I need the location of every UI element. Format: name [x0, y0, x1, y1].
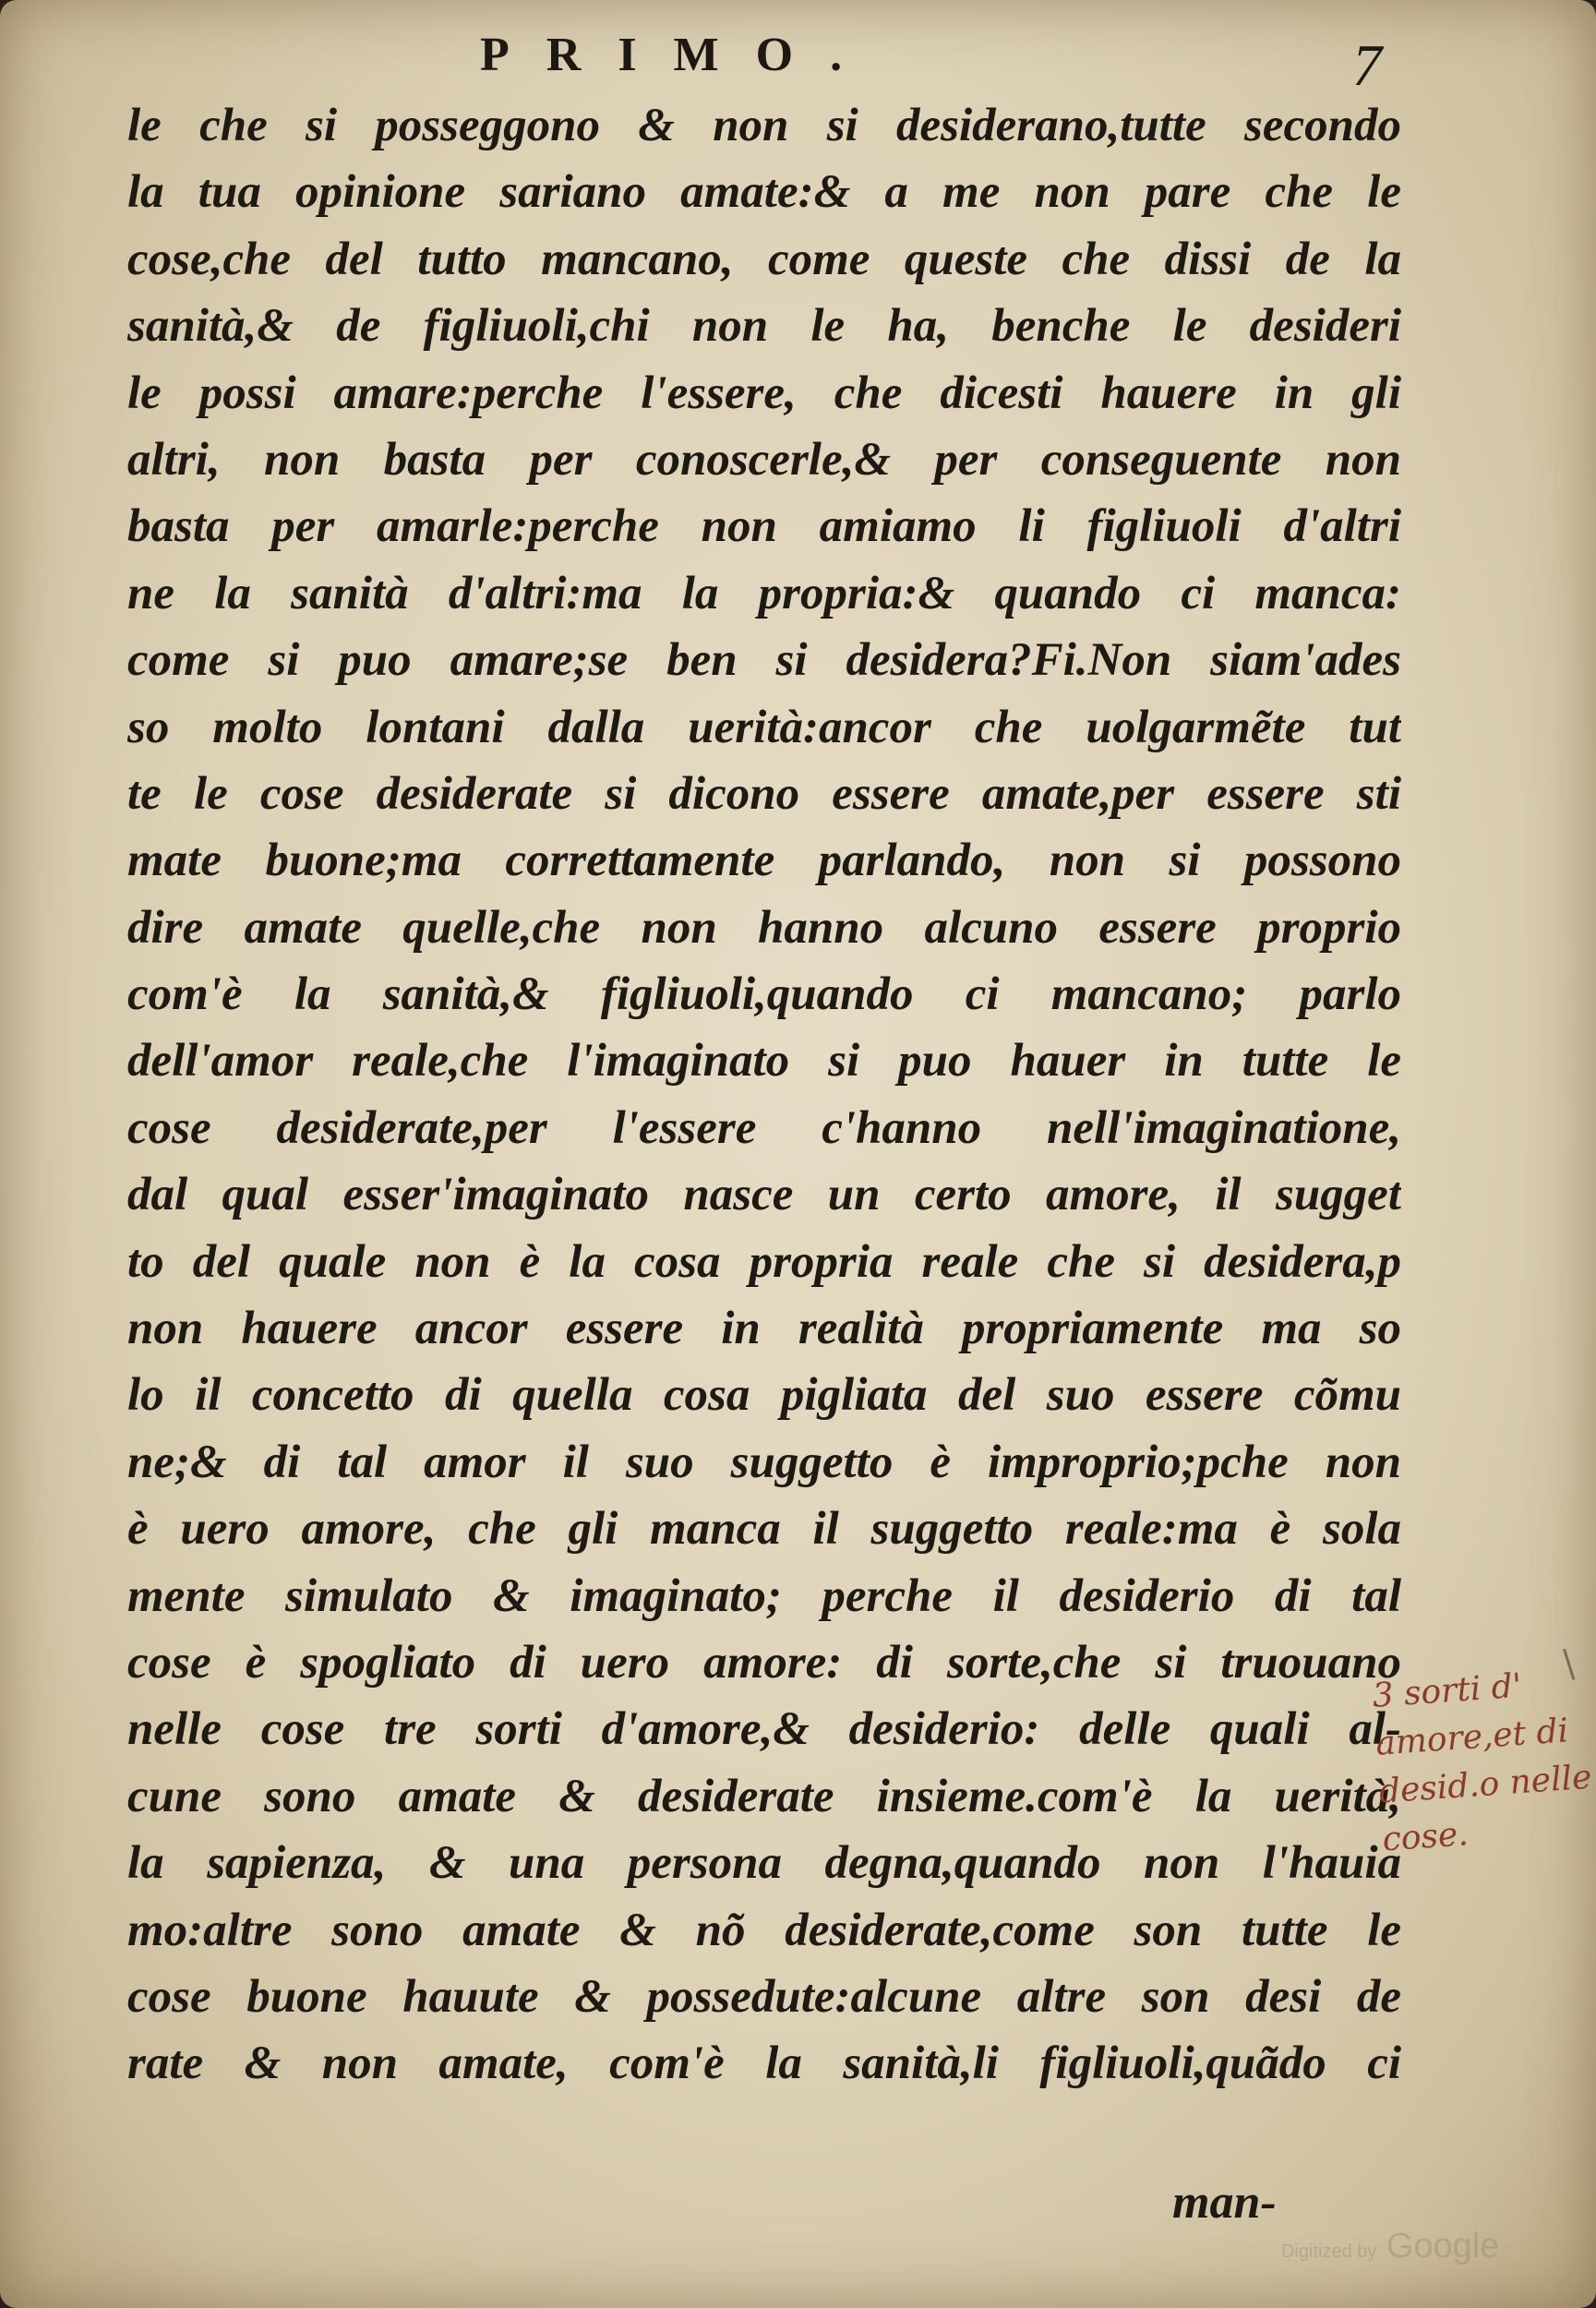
digitized-watermark: [1281, 2227, 1499, 2266]
text-line: dire amate quelle,che non hanno alcuno essere proprio: [127, 901, 1401, 954]
text-line: cose,che del tutto mancano, come queste che dissi de la: [127, 233, 1401, 285]
text-line: ne;& di tal amor il suo suggetto è improprio;pche non: [127, 1436, 1401, 1488]
text-line: ne la sanità d'altri:ma la propria:& quando ci manca:: [127, 567, 1401, 619]
text-line: dal qual esser'imaginato nasce un certo amore, il sugget: [127, 1169, 1401, 1221]
text-line: sanità,& de figliuoli,chi non le ha, benche le desideri: [127, 300, 1401, 353]
text-line: la sapienza, & una persona degna,quando non l'hauia: [127, 1837, 1401, 1890]
running-head: PRIMO.: [480, 29, 880, 81]
text-line: com'è la sanità,& figliuoli,quando ci mancano; parlo: [127, 968, 1401, 1021]
text-line: cose buone hauute & possedute:alcune altre son desi de: [127, 1970, 1401, 2023]
watermark-prefix: Digitized by: [1281, 2242, 1377, 2262]
marginal-note-line: amore,et di: [1374, 1712, 1570, 1763]
text-line: cose desiderate,per l'essere c'hanno nell'imaginatione,: [127, 1101, 1401, 1154]
text-line: so molto lontani dalla uerità:ancor che uolgarmẽte tut: [127, 701, 1401, 753]
text-line: mate buone;ma correttamente parlando, non si possono: [127, 835, 1401, 887]
marginal-note-line: 3 sorti d': [1371, 1666, 1523, 1715]
text-line: basta per amarle:perche non amiamo li figliuoli d'altri: [127, 500, 1401, 553]
text-line: la tua opinione sariano amate:& a me non pare che le: [127, 166, 1401, 219]
text-line: altri, non basta per conoscerle,& per conseguente non: [127, 433, 1401, 486]
text-line: le che si posseggono & non si desiderano,tutte secondo: [127, 100, 1401, 151]
text-line: le possi amare:perche l'essere, che dicesti hauere in gli: [127, 367, 1401, 419]
marginal-note: [1371, 1657, 1596, 1864]
pencil-mark: \: [1563, 1643, 1576, 1686]
text-line: cose è spogliato di uero amore: di sorte,che si truouano: [127, 1636, 1401, 1689]
page-number: 7: [1352, 32, 1382, 98]
catchword: man-: [1172, 2176, 1277, 2229]
text-line: nelle cose tre sorti d'amore,& desiderio: delle quali al-: [127, 1703, 1401, 1756]
text-line: to del quale non è la cosa propria reale che si desidera,p: [127, 1235, 1401, 1288]
marginal-note-line: desid.o nelle: [1377, 1758, 1593, 1811]
marginal-note-line: cose.: [1381, 1815, 1470, 1859]
text-line: mente simulato & imaginato; perche il desiderio di tal: [127, 1569, 1401, 1622]
text-line: cune sono amate & desiderate insieme.com'è la uerità,: [127, 1770, 1401, 1822]
text-line: è uero amore, che gli manca il suggetto reale:ma è sola: [127, 1503, 1401, 1556]
text-line: mo:altre sono amate & nõ desiderate,come son tutte le: [127, 1904, 1401, 1956]
text-line: lo il concetto di quella cosa pigliata del suo essere cõmu: [127, 1369, 1401, 1422]
text-line: te le cose desiderate si dicono essere amate,per essere sti: [127, 767, 1401, 820]
text-line: rate & non amate, com'è la sanità,li figliuoli,quãdo ci: [127, 2038, 1401, 2090]
text-line: come si puo amare;se ben si desidera?Fi.Non siam'ades: [127, 634, 1401, 687]
text-block: [127, 92, 1401, 2098]
google-logo: Google: [1386, 2227, 1500, 2266]
text-line: dell'amor reale,che l'imaginato si puo hauer in tutte le: [127, 1035, 1401, 1088]
text-line: non hauere ancor essere in realità propriamente ma so: [127, 1303, 1401, 1355]
